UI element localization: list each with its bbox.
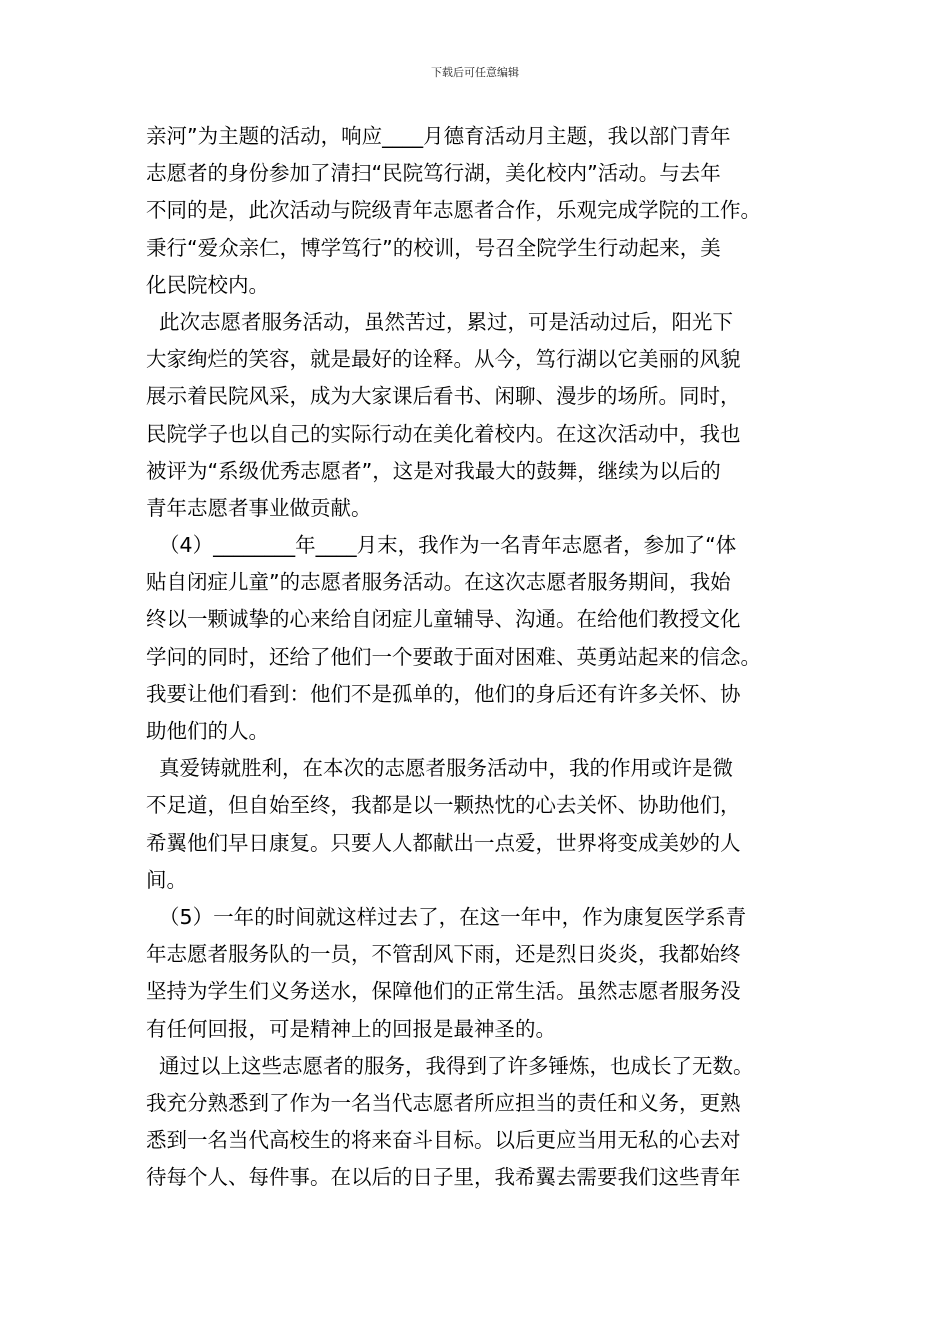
paragraph	[146, 750, 806, 899]
paragraph	[146, 304, 806, 527]
text-line: 悉到一名当代高校生的将来奋斗目标。以后更应当用无私的心去对	[146, 1128, 741, 1153]
text-line: 志愿者的身份参加了清扫“民院笃行湖，美化校内”活动。与去年	[146, 161, 721, 186]
document-body	[146, 118, 806, 1196]
paragraph	[146, 527, 806, 750]
text-line: 待每个人、每件事。在以后的日子里，我希翼去需要我们这些青年	[146, 1165, 741, 1190]
text-line: 秉行“爱众亲仁，博学笃行”的校训，号召全院学生行动起来，美	[146, 235, 721, 260]
text-line: 不足道，但自始至终，我都是以一颗热忱的心去关怀、协助他们，	[146, 793, 741, 818]
text-line: 亲河”为主题的活动，响应____月德育活动月主题，我以部门青年	[146, 124, 731, 148]
text-line: 真爱铸就胜利，在本次的志愿者服务活动中，我的作用或许是微	[146, 756, 734, 781]
text-line: 终以一颗诚挚的心来给自闭症儿童辅导、沟通。在给他们教授文化	[146, 607, 741, 632]
paragraph	[146, 118, 806, 304]
paragraph	[146, 899, 806, 1048]
text-line: （5）一年的时间就这样过去了，在这一年中，作为康复医学系青	[146, 904, 747, 929]
text-line: 我要让他们看到：他们不是孤单的，他们的身后还有许多关怀、协	[146, 681, 741, 706]
text-line: 学问的同时，还给了他们一个要敢于面对困难、英勇站起来的信念。	[146, 644, 761, 669]
text-line: 希翼他们早日康复。只要人人都献出一点爱，世界将变成美妙的人	[146, 830, 741, 855]
text-line: 化民院校内。	[146, 272, 269, 297]
text-line: 年志愿者服务队的一员，不管刮风下雨，还是烈日炎炎，我都始终	[146, 942, 741, 967]
text-line: 贴自闭症儿童”的志愿者服务活动。在这次志愿者服务期间，我始	[146, 570, 731, 595]
text-line: 通过以上这些志愿者的服务，我得到了许多锤炼，也成长了无数。	[146, 1053, 754, 1078]
text-line: 大家绚烂的笑容，就是最好的诠释。从今，笃行湖以它美丽的风貌	[146, 347, 741, 372]
text-line: 有任何回报，可是精神上的回报是最神圣的。	[146, 1016, 556, 1041]
text-line: 民院学子也以自己的实际行动在美化着校内。在这次活动中，我也	[146, 421, 741, 446]
text-line: 间。	[146, 867, 187, 892]
page-header: 下载后可任意编辑	[431, 66, 519, 79]
text-line: （4）________年____月末，我作为一名青年志愿者，参加了“体	[146, 533, 737, 558]
text-line: 不同的是，此次活动与院级青年志愿者合作，乐观完成学院的工作。	[146, 198, 761, 223]
text-line: 被评为“系级优秀志愿者”，这是对我最大的鼓舞，继续为以后的	[146, 458, 721, 483]
text-line: 助他们的人。	[146, 719, 269, 743]
text-line: 坚持为学生们义务送水，保障他们的正常生活。虽然志愿者服务没	[146, 979, 741, 1004]
text-line: 我充分熟悉到了作为一名当代志愿者所应担当的责任和义务，更熟	[146, 1090, 741, 1115]
paragraph	[146, 1048, 806, 1197]
text-line: 青年志愿者事业做贡献。	[146, 495, 372, 520]
text-line: 此次志愿者服务活动，虽然苦过，累过，可是活动过后，阳光下	[146, 309, 734, 334]
text-line: 展示着民院风采，成为大家课后看书、闲聊、漫步的场所。同时，	[146, 384, 741, 409]
